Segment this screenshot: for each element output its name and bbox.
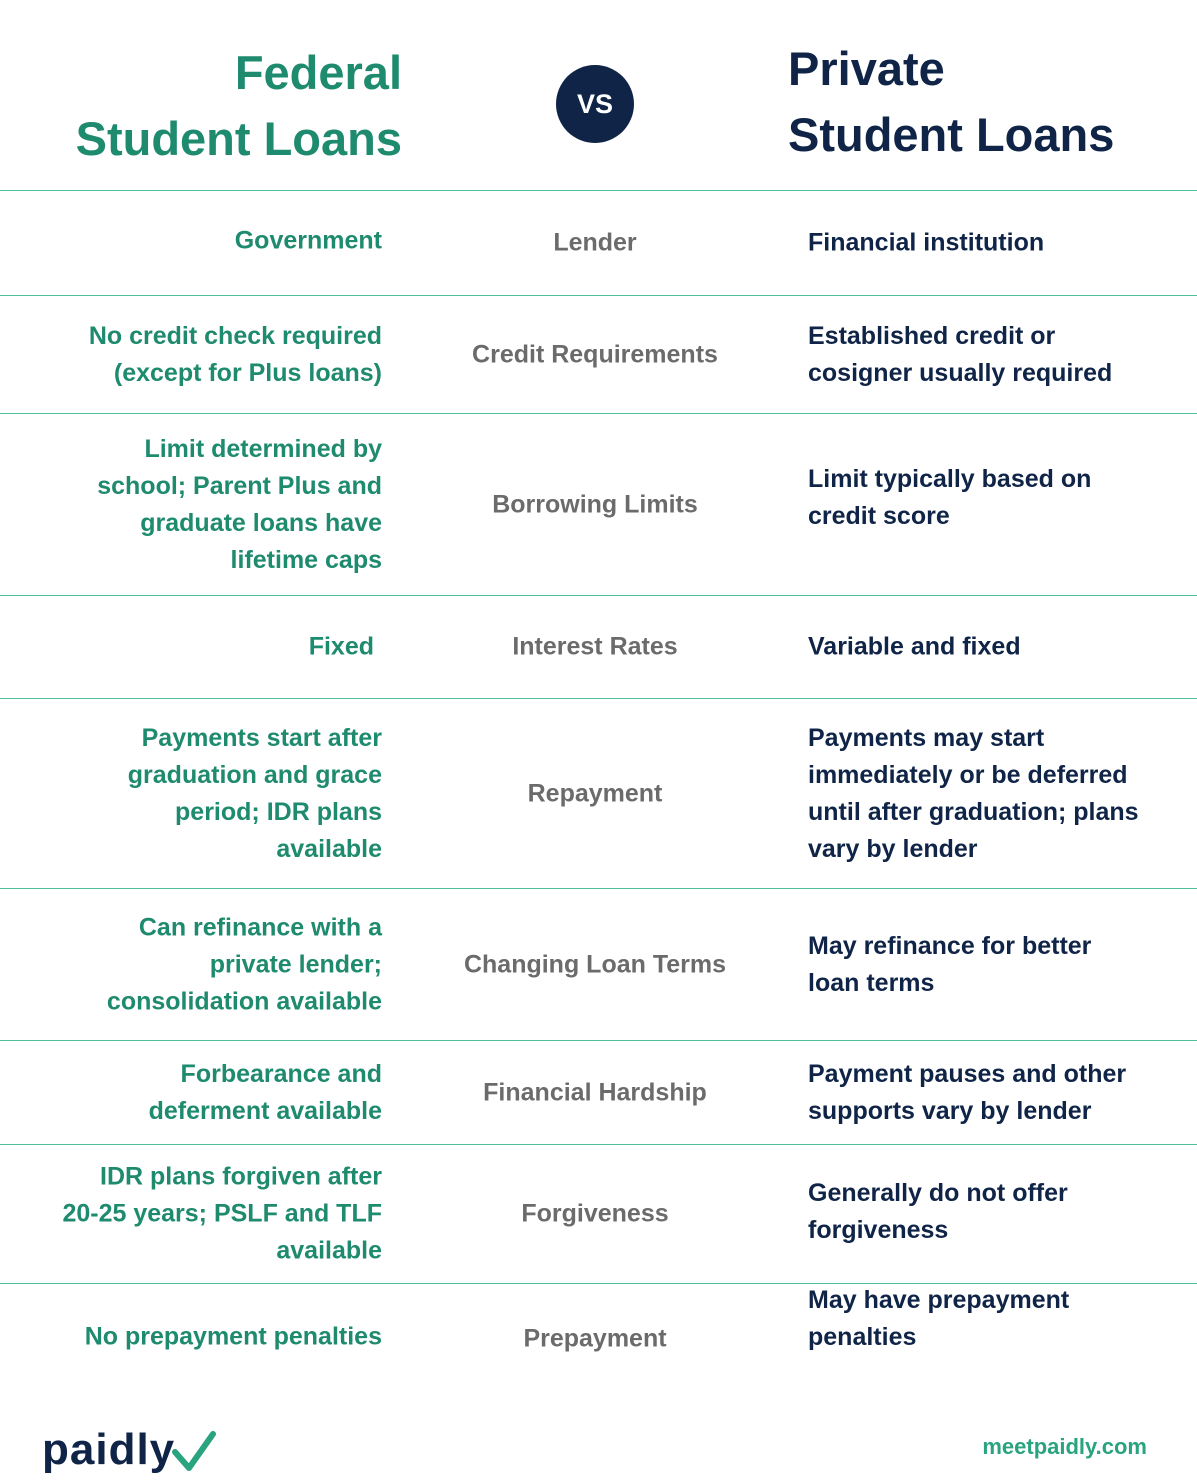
table-row bbox=[0, 413, 1197, 595]
table-row bbox=[0, 888, 1197, 1040]
table-row bbox=[0, 190, 1197, 295]
table-row bbox=[0, 1040, 1197, 1144]
federal-cell: Can refinance with a private lender; consolidation available bbox=[106, 913, 382, 1015]
federal-cell: Government bbox=[234, 226, 382, 255]
private-cell: May have prepayment penalties bbox=[808, 1285, 1070, 1351]
federal-cell: Forbearance and deferment available bbox=[148, 1059, 382, 1125]
comparison-header bbox=[0, 0, 1197, 190]
vs-badge: VS bbox=[556, 65, 634, 143]
paidly-logo bbox=[42, 1425, 219, 1484]
private-cell: Limit typically based on credit score bbox=[808, 464, 1092, 530]
table-row bbox=[0, 698, 1197, 888]
row-label: Financial Hardship bbox=[483, 1078, 707, 1106]
federal-title-line2: Student Loans bbox=[75, 112, 402, 165]
private-title-line2: Student Loans bbox=[788, 108, 1115, 161]
private-cell: May refinance for better loan terms bbox=[808, 931, 1092, 997]
private-title-line1: Private bbox=[788, 42, 945, 95]
table-row bbox=[0, 295, 1197, 413]
logo-wordmark: paidly bbox=[42, 1425, 176, 1474]
federal-cell: No prepayment penalties bbox=[84, 1322, 382, 1350]
row-label: Repayment bbox=[527, 779, 663, 807]
row-label: Interest Rates bbox=[512, 632, 678, 661]
table-row bbox=[0, 595, 1197, 698]
federal-title bbox=[76, 40, 402, 172]
table-row bbox=[0, 1144, 1197, 1283]
private-cell: Generally do not offer forgiveness bbox=[808, 1179, 1068, 1244]
row-label: Credit Requirements bbox=[472, 340, 718, 368]
row-label: Lender bbox=[553, 228, 637, 257]
federal-cell: Limit determined by school; Parent Plus and graduate loans have lifetime caps bbox=[97, 434, 382, 574]
private-cell: Payments may start immediately or be deferred until after graduation; plans vary by lender bbox=[808, 723, 1139, 863]
row-label: Prepayment bbox=[523, 1324, 667, 1352]
federal-cell: IDR plans forgiven after 20-25 years; PSLF and TLF available bbox=[62, 1162, 382, 1265]
federal-cell: Payments start after graduation and grace period; IDR plans available bbox=[127, 723, 382, 863]
private-cell: Established credit or cosigner usually required bbox=[808, 321, 1113, 387]
row-label: Borrowing Limits bbox=[492, 490, 698, 518]
private-cell: Payment pauses and other supports vary by lender bbox=[808, 1059, 1127, 1125]
table-row bbox=[0, 1283, 1197, 1393]
private-title bbox=[788, 36, 1114, 168]
private-cell: Financial institution bbox=[808, 228, 1045, 257]
website-url: meetpaidly.com bbox=[982, 1434, 1147, 1459]
row-label: Forgiveness bbox=[521, 1199, 669, 1228]
comparison-table bbox=[0, 190, 1197, 1393]
federal-cell: Fixed bbox=[308, 632, 374, 661]
federal-cell: No credit check required (except for Plus loans) bbox=[88, 321, 382, 387]
row-label: Changing Loan Terms bbox=[463, 950, 727, 978]
checkmark-icon bbox=[169, 1430, 219, 1482]
federal-title-line1: Federal bbox=[234, 46, 402, 99]
private-cell: Variable and fixed bbox=[808, 632, 1021, 661]
